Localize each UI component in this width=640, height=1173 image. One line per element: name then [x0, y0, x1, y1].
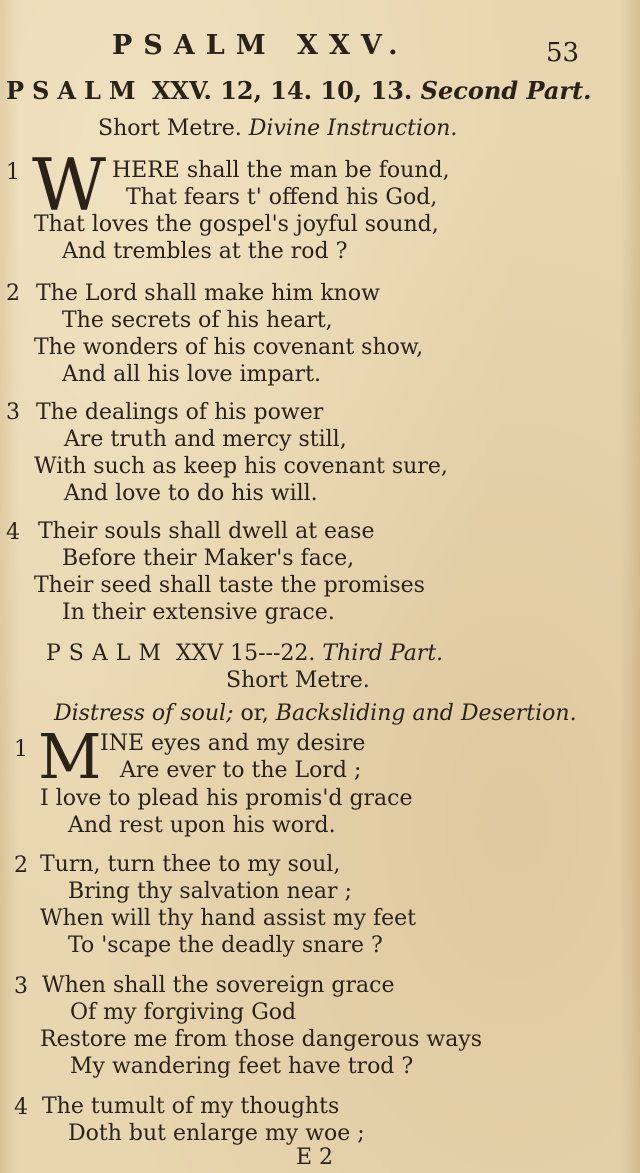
verse-line: When will thy hand assist my feet	[40, 906, 417, 931]
verse-line: The wonders of his covenant show,	[34, 335, 424, 360]
running-head: PSALM XXV.	[112, 30, 409, 61]
verse-line: Their seed shall taste the promises	[34, 573, 425, 598]
verse-line: To 'scape the deadly snare ?	[68, 933, 383, 958]
subject: Divine Instruction.	[248, 116, 458, 141]
verse-line: Are ever to the Lord ;	[120, 758, 362, 783]
verse-line: And rest upon his word.	[68, 813, 336, 838]
verse-line: And all his love impart.	[62, 362, 321, 387]
stanza-number: 2	[6, 281, 20, 306]
drop-cap: M	[38, 720, 102, 793]
page-number: 53	[546, 38, 580, 68]
verse-line: With such as keep his covenant sure,	[34, 454, 448, 479]
verse-line: And trembles at the rod ?	[62, 239, 348, 264]
verse-line: In their extensive grace.	[62, 600, 335, 625]
drop-cap: W	[32, 143, 107, 227]
subject-or: or,	[240, 701, 269, 726]
heading-part: Second Part.	[420, 76, 592, 105]
stanza-number: 3	[6, 400, 20, 425]
signature-mark: E 2	[296, 1145, 334, 1170]
verse-line: That fears t' offend his God,	[126, 185, 438, 210]
subject-b: Backsliding and Desertion.	[275, 701, 577, 726]
second-part-heading	[6, 76, 592, 105]
stanza-number: 4	[14, 1095, 28, 1120]
stanza-number: 1	[6, 160, 20, 185]
second-part-subheading	[98, 116, 457, 141]
third-part-heading	[46, 641, 443, 666]
verse-line: The Lord shall make him know	[36, 281, 380, 306]
third-part-subject	[54, 701, 577, 726]
heading-title: PSALM	[6, 76, 144, 105]
subject-a: Distress of soul;	[54, 701, 234, 726]
verse-line: Restore me from those dangerous ways	[40, 1027, 483, 1052]
verse-line: When shall the sovereign grace	[42, 973, 395, 998]
stanza-number: 2	[14, 853, 28, 878]
verse-line: And love to do his will.	[64, 481, 318, 506]
verse-line: The secrets of his heart,	[62, 308, 333, 333]
heading-reference: XXV. 12, 14. 10, 13.	[151, 76, 413, 105]
verse-line: Their souls shall dwell at ease	[38, 519, 375, 544]
verse-line: That loves the gospel's joyful sound,	[34, 212, 439, 237]
metre: Short Metre.	[98, 116, 242, 141]
third-part-metre: Short Metre.	[226, 668, 370, 693]
verse-line: Before their Maker's face,	[62, 546, 355, 571]
verse-line: My wandering feet have trod ?	[70, 1054, 414, 1079]
stanza-number: 4	[6, 520, 20, 545]
verse-line: I love to plead his promis'd grace	[40, 786, 413, 811]
verse-line: The tumult of my thoughts	[42, 1094, 340, 1119]
stanza-number: 1	[14, 737, 28, 762]
stanza-number: 3	[14, 974, 28, 999]
verse-line: Are truth and mercy still,	[64, 427, 347, 452]
verse-line: Turn, turn thee to my soul,	[40, 852, 341, 877]
verse-line: Bring thy salvation near ;	[68, 879, 352, 904]
verse-line: Of my forgiving God	[70, 1000, 297, 1025]
verse-line: INE eyes and my desire	[100, 731, 366, 756]
heading-reference: XXV 15---22.	[175, 641, 316, 666]
heading-part: Third Part.	[322, 641, 444, 666]
heading-title: PSALM	[46, 641, 169, 666]
verse-line: Doth but enlarge my woe ;	[68, 1121, 365, 1146]
verse-line: The dealings of his power	[36, 400, 324, 425]
verse-line: HERE shall the man be found,	[112, 158, 450, 183]
